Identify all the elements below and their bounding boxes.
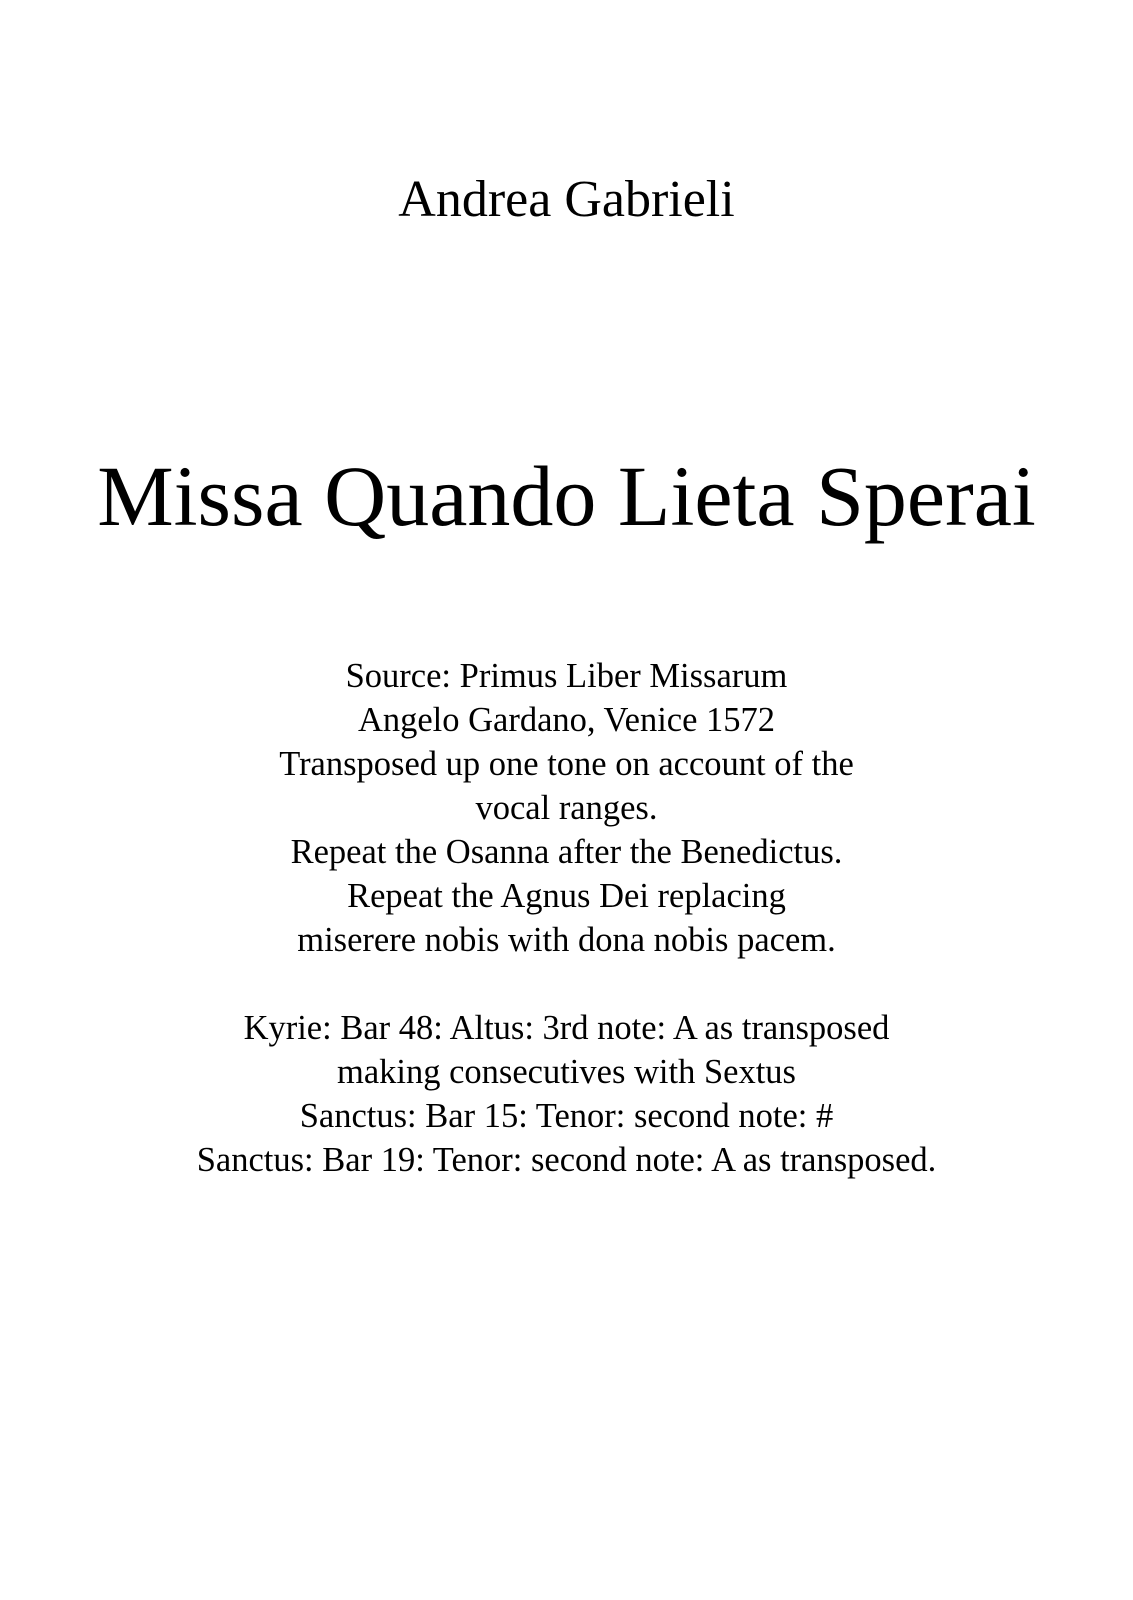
source-note-line: Repeat the Agnus Dei replacing — [347, 877, 786, 915]
editorial-note-line: making consecutives with Sextus — [337, 1053, 796, 1091]
page-title: Missa Quando Lieta Sperai — [97, 448, 1036, 544]
editorial-note-line: Sanctus: Bar 19: Tenor: second note: A as transposed. — [196, 1141, 937, 1179]
source-note-line: miserere nobis with dona nobis pacem. — [297, 921, 836, 959]
source-note-line: Angelo Gardano, Venice 1572 — [357, 701, 776, 739]
source-note-line: Repeat the Osanna after the Benedictus. — [290, 833, 843, 871]
editorial-note-line: Sanctus: Bar 15: Tenor: second note: # — [299, 1097, 834, 1135]
editorial-note-line: Kyrie: Bar 48: Altus: 3rd note: A as transposed — [243, 1009, 890, 1047]
source-note-line: Transposed up one tone on account of the — [279, 745, 854, 783]
source-note-line: vocal ranges. — [475, 789, 658, 827]
notes-block — [0, 654, 1133, 1182]
source-note-line: Source: Primus Liber Missarum — [345, 657, 788, 695]
composer-name: Andrea Gabrieli — [398, 171, 735, 228]
paragraph-gap — [0, 962, 1133, 1006]
